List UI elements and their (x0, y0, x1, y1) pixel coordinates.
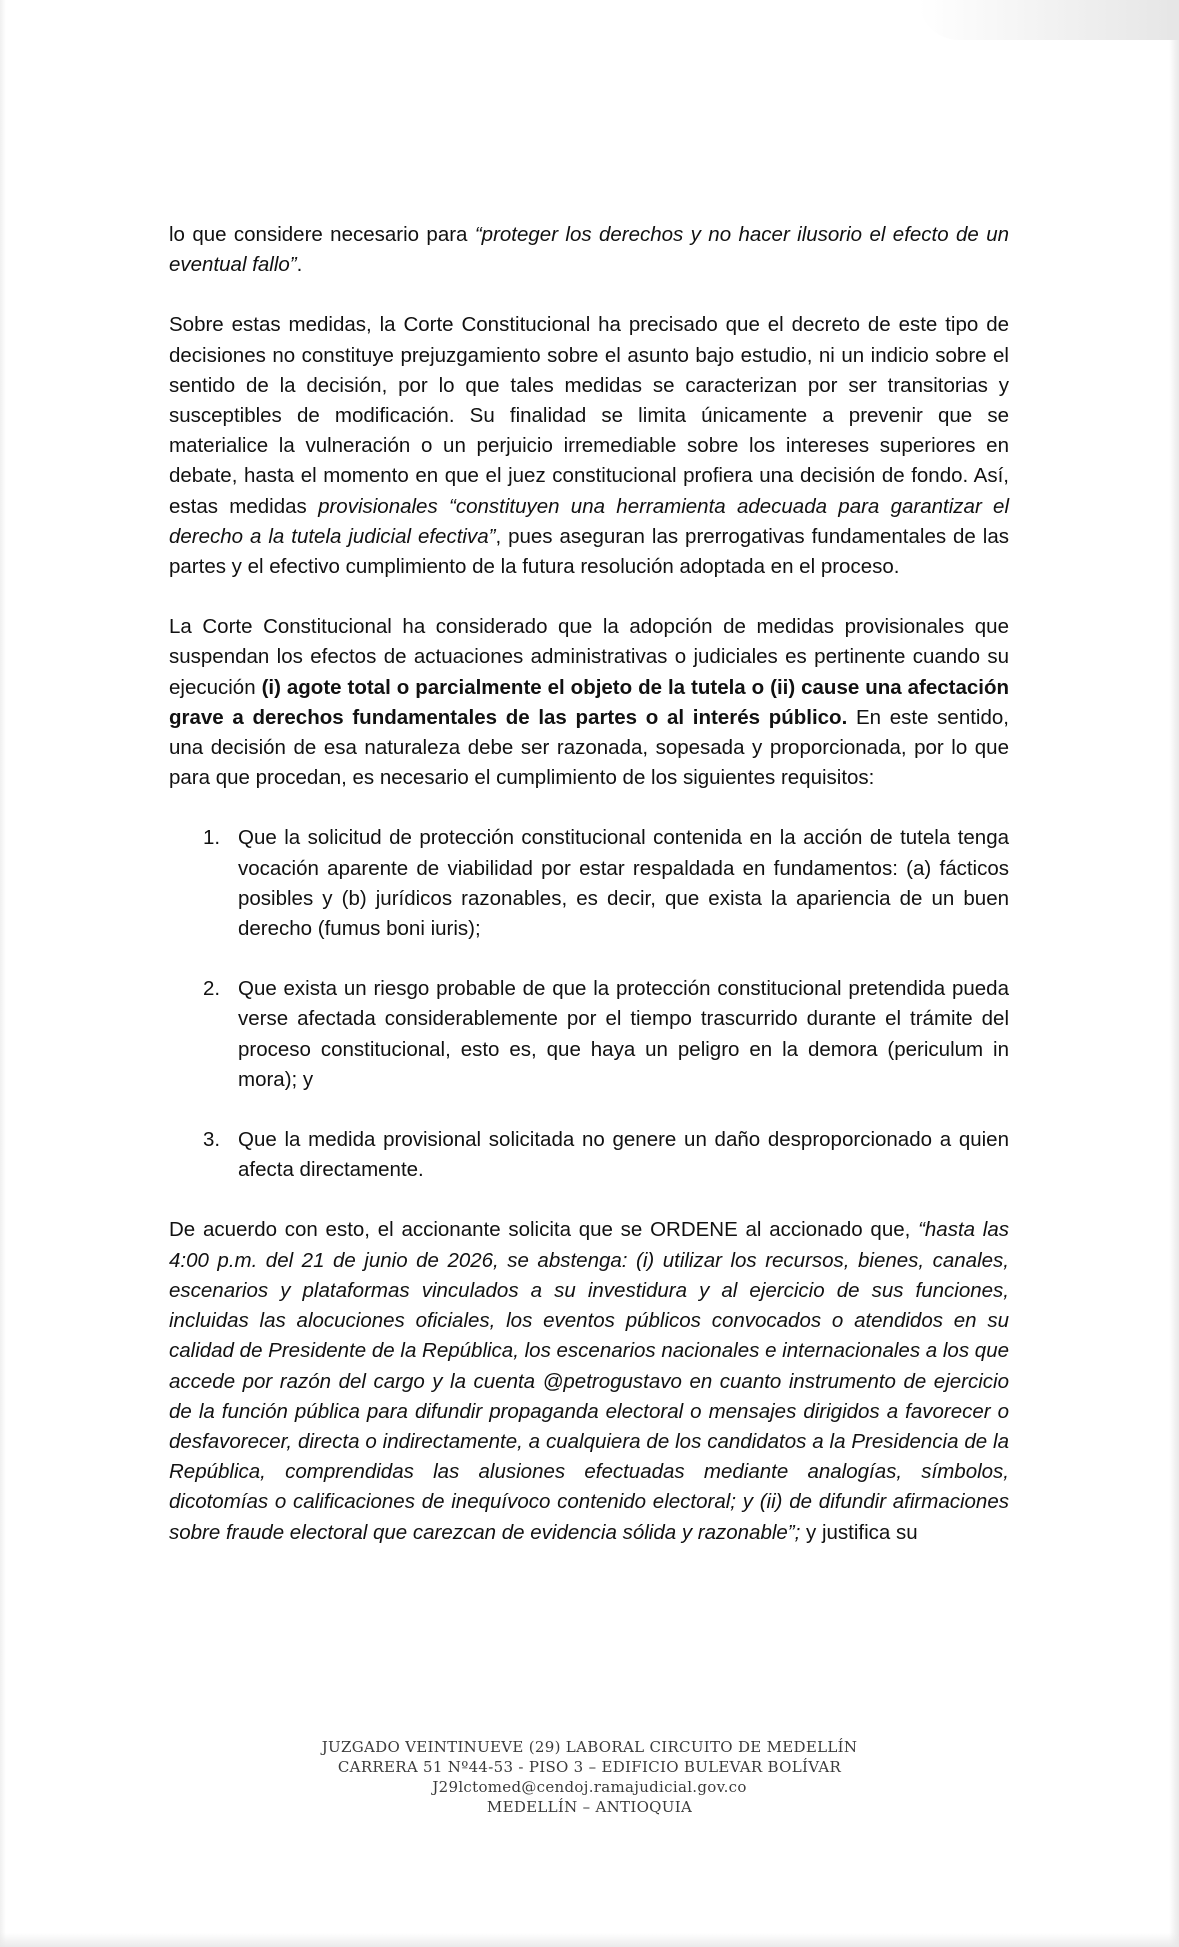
list-item (169, 974, 1009, 1095)
list-item-text: Que la solicitud de protección constitucional contenida en la acción de tutela tenga vocación aparente de viabilidad por estar respaldada en fundamentos: (a) fácticos posibles y (b) jurídicos razonables, es decir, que exista la apariencia de un buen derecho (fumus boni iuris); (238, 826, 1009, 941)
paragraph-text: , pues aseguran las prerrogativas fundamentales de las partes y el efectivo cumplimiento de la futura resolución adoptada en el proceso. (169, 524, 1009, 579)
paragraph-text: De acuerdo con esto, el accionante solicita que se ORDENE al accionado que, (169, 1218, 919, 1242)
paragraph-continuation (169, 220, 1009, 280)
page-edge-shadow-bottom (0, 1933, 1179, 1947)
paragraph-request (169, 1215, 1009, 1547)
quoted-text: “proteger los derechos y no hacer ilusorio el efecto de un eventual fallo” (169, 223, 1009, 277)
paragraph-text: y justifica su (800, 1520, 918, 1544)
footer-address: CARRERA 51 Nº44-53 - PISO 3 – EDIFICIO BULEVAR BOLÍVAR (337, 1758, 842, 1776)
list-item-text: Que la medida provisional solicitada no genere un daño desproporcionado a quien afecta directamente. (238, 1128, 1009, 1182)
page-footer (0, 1737, 1179, 1817)
requirements-list (169, 823, 1009, 1185)
paragraph-provisional-measures (169, 310, 1009, 582)
paragraph-text: lo que considere necesario para (169, 223, 475, 246)
list-item-number: 1. (203, 826, 221, 850)
bold-text: (i) agote total o parcialmente el objeto de la tutela o (ii) cause una afectación grave a derechos fundamentales de las partes o al interés público. (169, 675, 1009, 729)
paragraph-text: La Corte Constitucional ha considerado que la adopción de medidas provisionales que suspendan los efectos de actuaciones administrativas o judiciales es pertinente cuando su ejecución (169, 615, 1009, 699)
page-edge-shadow-top (919, 0, 1179, 40)
paragraph-text: Sobre estas medidas, la Corte Constitucional ha precisado que el decreto de este tipo de decisiones no constituye prejuzgamiento sobre el asunto bajo estudio, ni un indicio sobre el sentido de la decisión, por lo que tales medidas se caracterizan por ser transitorias y susceptibles de modificación. Su finalidad se limita únicamente a prevenir que se materialice la vulneración o un perjuicio irremediable sobre los intereses superiores en debate, hasta el momento en que el juez constitucional profiera una decisión de fondo. Así, estas medidas (169, 313, 1009, 518)
footer-court-name: JUZGADO VEINTINUEVE (29) LABORAL CIRCUITO DE MEDELLÍN (321, 1738, 858, 1756)
list-item (169, 823, 1009, 944)
footer-city: MEDELLÍN – ANTIOQUIA (486, 1798, 693, 1816)
list-item-number: 2. (203, 977, 221, 1001)
quoted-text: provisionales “constituyen una herramienta adecuada para garantizar el derecho a la tutela judicial efectiva” (169, 494, 1010, 548)
page-edge-shadow-right (1169, 0, 1179, 1947)
document-body (169, 220, 1009, 1578)
list-item-number: 3. (203, 1128, 221, 1152)
paragraph-text: . (296, 253, 303, 277)
paragraph-text: En este sentido, una decisión de esa naturaleza debe ser razonada, sopesada y proporcionada, por lo que para que procedan, es necesario el cumplimiento de los siguientes requisitos: (169, 705, 1009, 790)
list-item-text: Que exista un riesgo probable de que la protección constitucional pretendida pueda verse afectada considerablemente por el tiempo trascurrido durante el trámite del proceso constitucional, esto es, que haya un peligro en la demora (periculum in mora); y (238, 977, 1009, 1091)
paragraph-court-criteria (169, 612, 1009, 793)
page-edge-shadow-left (0, 0, 6, 1947)
footer-email: J29lctomed@cendoj.ramajudicial.gov.co (432, 1778, 747, 1796)
list-item (169, 1125, 1009, 1185)
quoted-text: “hasta las 4:00 p.m. del 21 de junio de 2026, se abstenga: (i) utilizar los recursos, bienes, canales, escenarios y plataformas vinculados a su investidura y al ejercicio de sus funciones, incluidas las alocuciones oficiales, los eventos públicos convocados o atendidos en su calidad de Presidente de la República, los escenarios nacionales e internacionales a los que accede por razón del cargo y la cuenta @petrogustavo en cuanto instrumento de ejercicio de la función pública para difundir propaganda electoral o mensajes dirigidos a favorecer o desfavorecer, directa o indirectamente, a cualquiera de los candidatos a la Presidencia de la República, comprendidas las alusiones efectuadas mediante analogías, símbolos, dicotomías o calificaciones de inequívoco contenido electoral; y (ii) de difundir afirmaciones sobre fraude electoral que carezcan de evidencia sólida y razonable”; (169, 1218, 1009, 1544)
